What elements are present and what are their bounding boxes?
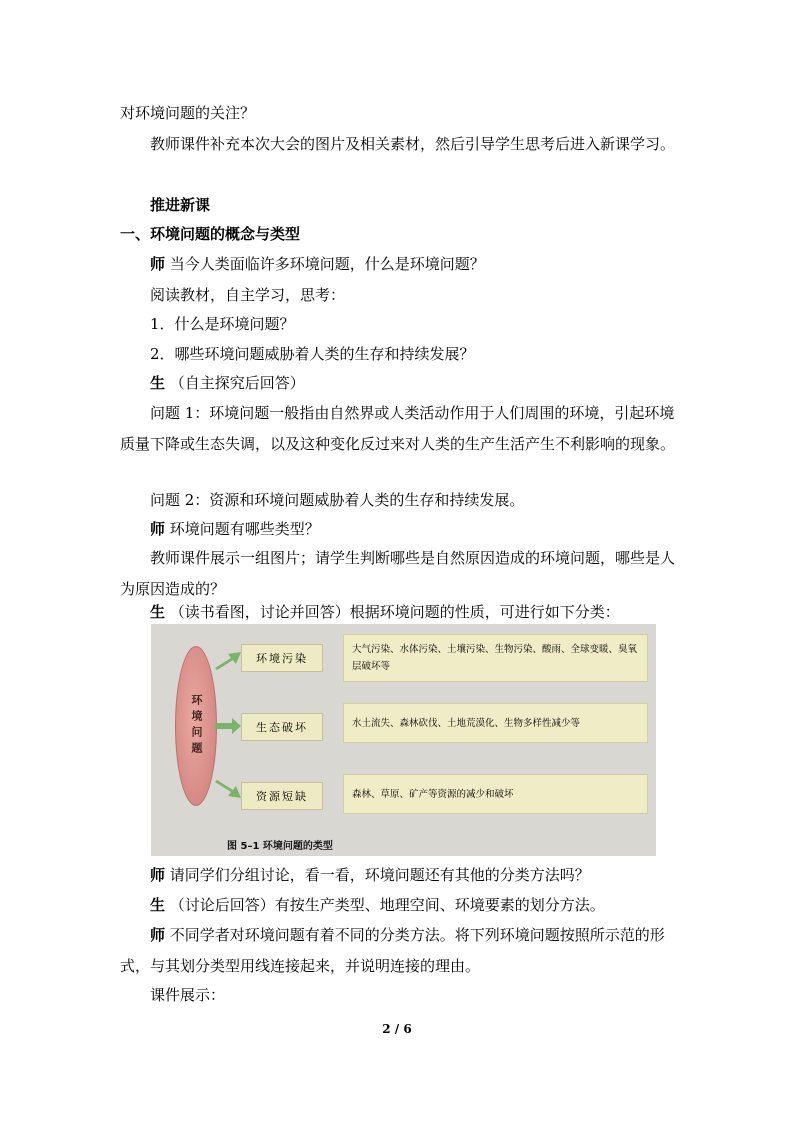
speaker-label: 生 (150, 896, 166, 914)
section-heading: 推进新课 (150, 196, 211, 214)
speaker-label: 师 (150, 866, 166, 884)
dialogue-line (120, 368, 680, 399)
center-oval (175, 646, 217, 806)
paragraph: 教师课件补充本次大会的图片及相关素材，然后引导学生思考后进入新课学习。 (150, 135, 676, 153)
speaker-label: 师 (150, 926, 166, 944)
dialogue-line (120, 860, 680, 891)
category-description: 森林、草原、矿产等资源的减少和破坏 (343, 774, 648, 814)
dialogue-text: 不同学者对环境问题有着不同的分类方法。将下列环境问题按照所示范的形式，与其划分类型用线连接起来，并说明连接的理由。 (120, 926, 665, 975)
figure-caption: 图 5–1 环境问题的类型 (227, 841, 333, 852)
speaker-label: 师 (150, 520, 166, 538)
arrow-icon (215, 716, 241, 736)
answer-paragraph: 问题 1：环境问题一般指由自然界或人类活动作用于人们周围的环境，引起环境质量下降或生态失调，以及这种变化反过来对人类的生产生活产生不利影响的现象。 (120, 404, 676, 453)
category-description: 大气污染、水体污染、土壤污染、生物污染、酸雨、全球变暖、臭氧层破坏等 (343, 634, 648, 682)
question-item: 1．什么是环境问题？ (150, 315, 295, 333)
category-description: 水土流失、森林砍伐、土地荒漠化、生物多样性减少等 (343, 703, 648, 743)
category-label: 资源短缺 (241, 782, 323, 810)
dialogue-text: 环境问题有哪些类型？ (165, 520, 320, 538)
speaker-label: 师 (150, 255, 166, 273)
dialogue-text: 请同学们分组讨论，看一看，环境问题还有其他的分类方法吗？ (165, 866, 590, 884)
dialogue-text: （讨论后回答）有按生产类型、地理空间、环境要素的划分方法。 (165, 896, 605, 914)
category-label: 生态破坏 (241, 713, 323, 741)
arrow-icon (215, 780, 241, 800)
speaker-label: 生 (150, 374, 166, 392)
subsection-heading: 一、环境问题的概念与类型 (120, 225, 301, 243)
environment-problem-types-figure (151, 624, 656, 856)
arrow-icon (215, 650, 241, 670)
dialogue-line (120, 890, 680, 921)
paragraph: 对环境问题的关注？ (120, 104, 256, 122)
paragraph: 阅读教材，自主学习，思考： (150, 286, 346, 304)
dialogue-line (120, 514, 680, 545)
question-item: 2．哪些环境问题威胁着人类的生存和持续发展？ (150, 345, 475, 363)
speaker-label: 生 (150, 603, 166, 621)
dialogue-line (120, 920, 680, 982)
dialogue-text: （读书看图，讨论并回答）根据环境问题的性质，可进行如下分类： (165, 603, 620, 621)
dialogue-line (120, 249, 680, 280)
center-label: 环境问题 (190, 694, 203, 758)
paragraph: 课件展示： (150, 986, 226, 1004)
dialogue-text: 当今人类面临许多环境问题，什么是环境问题？ (165, 255, 485, 273)
category-label: 环境污染 (241, 644, 323, 672)
page-number: 2 / 6 (382, 1022, 412, 1036)
dialogue-text: （自主探究后回答） (165, 374, 305, 392)
answer-paragraph: 问题 2：资源和环境问题威胁着人类的生存和持续发展。 (150, 491, 525, 509)
paragraph: 教师课件展示一组图片；请学生判断哪些是自然原因造成的环境问题，哪些是人为原因造成的？ (120, 549, 676, 598)
